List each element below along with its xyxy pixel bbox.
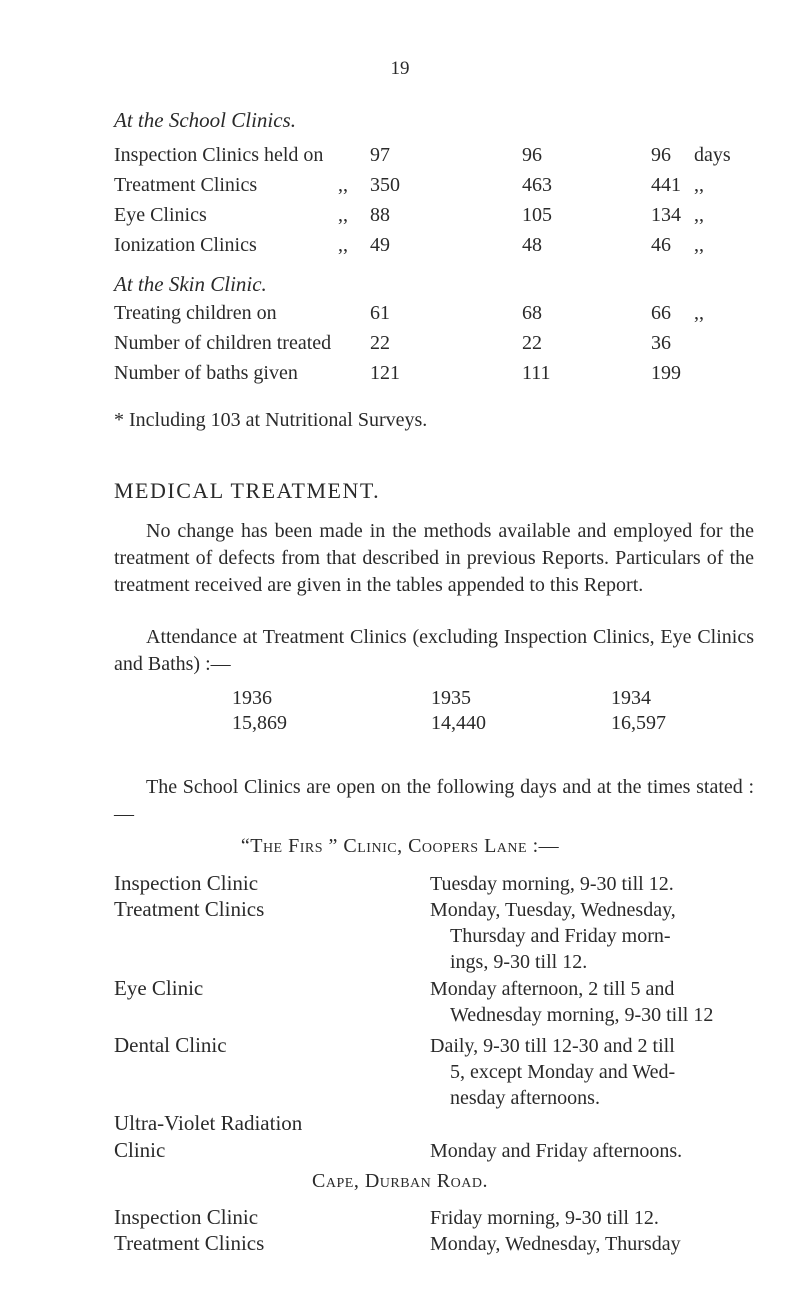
row-label: Number of children treated <box>114 332 332 354</box>
value-1935: 96 <box>522 144 542 166</box>
skin-clinic-title: At the Skin Clinic. <box>114 272 267 296</box>
clinic-hours <box>430 871 766 897</box>
table-row <box>114 144 754 170</box>
value-1935: 22 <box>522 332 542 354</box>
clinic-hours <box>430 1231 766 1257</box>
row-label: Ionization Clinics <box>114 234 257 256</box>
paragraph-text: Attendance at Treatment Clinics (excluding Inspection Clinics, Eye Clinics and Baths) :— <box>114 626 754 675</box>
clinic-name: Inspection Clinic <box>114 1205 259 1229</box>
value-1935: 463 <box>522 174 552 196</box>
hours-line: Monday, Wednesday, Thursday <box>430 1233 681 1255</box>
value-1935: 105 <box>522 204 552 226</box>
value-1936: 97 <box>370 144 390 166</box>
open-quote: “ <box>240 835 251 857</box>
value-1934: 441 <box>651 174 681 196</box>
hours-line: Friday morning, 9-30 till 12. <box>430 1207 659 1229</box>
clinic-name-line: Clinic <box>114 1138 166 1162</box>
value-1936: 350 <box>370 174 400 196</box>
value-1935: 68 <box>522 302 542 324</box>
value-1934: 96 <box>651 144 671 166</box>
row-label: Eye Clinics <box>114 204 207 226</box>
hours-line: ings, 9-30 till 12. <box>450 951 588 973</box>
paragraph-text: The School Clinics are open on the following days and at the times stated :— <box>114 776 754 825</box>
ditto-marks: ,, <box>338 174 348 196</box>
row-label: Treating children on <box>114 302 277 324</box>
hours-line: Monday and Friday afternoons. <box>430 1140 683 1162</box>
footnote: * Including 103 at Nutritional Surveys. <box>114 409 428 431</box>
paragraph <box>114 774 754 828</box>
clinic-name: Treatment Clinics <box>114 1231 265 1255</box>
firs-name: The Firs <box>250 835 324 857</box>
value-1935: 111 <box>522 362 551 384</box>
year-label: 1935 <box>431 687 471 709</box>
attendance-value: 15,869 <box>232 712 287 734</box>
attendance-value: 14,440 <box>431 712 486 734</box>
value-1934: 36 <box>651 332 671 354</box>
year-label: 1934 <box>611 687 651 709</box>
clinic-hours <box>430 1033 766 1111</box>
row-label: Number of baths given <box>114 362 298 384</box>
value-1936: 22 <box>370 332 390 354</box>
value-1936: 61 <box>370 302 390 324</box>
row-unit: ,, <box>694 174 704 196</box>
hours-line: Tuesday morning, 9-30 till 12. <box>430 873 674 895</box>
school-clinics-title: At the School Clinics. <box>114 108 296 132</box>
paragraph <box>114 624 754 678</box>
clinic-name: Dental Clinic <box>114 1033 227 1057</box>
clinic-hours <box>430 1205 766 1231</box>
firs-clinic-heading <box>0 835 800 858</box>
hours-line: nesday afternoons. <box>450 1087 600 1109</box>
row-unit: ,, <box>694 234 704 256</box>
hours-line: 5, except Monday and Wed- <box>450 1061 676 1083</box>
clinic-hours <box>430 1138 766 1164</box>
row-unit: ,, <box>694 204 704 226</box>
table-row <box>114 332 754 358</box>
year-label: 1936 <box>232 687 272 709</box>
value-1934: 199 <box>651 362 681 384</box>
row-unit: ,, <box>694 302 704 324</box>
attendance-value: 16,597 <box>611 712 666 734</box>
value-1935: 48 <box>522 234 542 256</box>
clinic-name-line: Ultra-Violet Radiation <box>114 1111 303 1135</box>
paragraph-text: No change has been made in the methods available and employed for the treatment of defects from that described in previous Reports. Particulars of the treatment received are given in the tables appended to this Report. <box>114 520 754 596</box>
clinic-name: Eye Clinic <box>114 976 204 1000</box>
row-label: Treatment Clinics <box>114 174 258 196</box>
value-1936: 121 <box>370 362 400 384</box>
hours-line: Monday, Tuesday, Wednesday, <box>430 899 676 921</box>
hours-line: Wednesday morning, 9-30 till 12 <box>450 1004 714 1026</box>
ditto-marks: ,, <box>338 204 348 226</box>
section-heading: MEDICAL TREATMENT. <box>114 478 381 503</box>
hours-line: Thursday and Friday morn- <box>450 925 671 947</box>
table-row <box>114 234 754 260</box>
clinic-name <box>114 1110 414 1164</box>
hours-line: Daily, 9-30 till 12-30 and 2 till <box>430 1035 675 1057</box>
hours-line: Monday afternoon, 2 till 5 and <box>430 978 675 1000</box>
table-row <box>114 302 754 328</box>
row-label: Inspection Clinics held on <box>114 144 324 166</box>
page-number: 19 <box>390 58 410 79</box>
clinic-hours <box>430 897 766 975</box>
paragraph <box>114 518 754 599</box>
ditto-marks: ,, <box>338 234 348 256</box>
clinic-hours <box>430 976 766 1028</box>
firs-address: ” Clinic, Coopers Lane :— <box>328 835 560 857</box>
table-row <box>114 174 754 200</box>
value-1934: 66 <box>651 302 671 324</box>
table-row <box>114 204 754 230</box>
value-1934: 46 <box>651 234 671 256</box>
value-1934: 134 <box>651 204 681 226</box>
table-row <box>114 362 754 388</box>
clinic-name: Inspection Clinic <box>114 871 259 895</box>
cape-clinic-heading: Cape, Durban Road. <box>312 1170 488 1192</box>
value-1936: 49 <box>370 234 390 256</box>
row-unit: days <box>694 144 731 166</box>
clinic-name: Treatment Clinics <box>114 897 265 921</box>
value-1936: 88 <box>370 204 390 226</box>
